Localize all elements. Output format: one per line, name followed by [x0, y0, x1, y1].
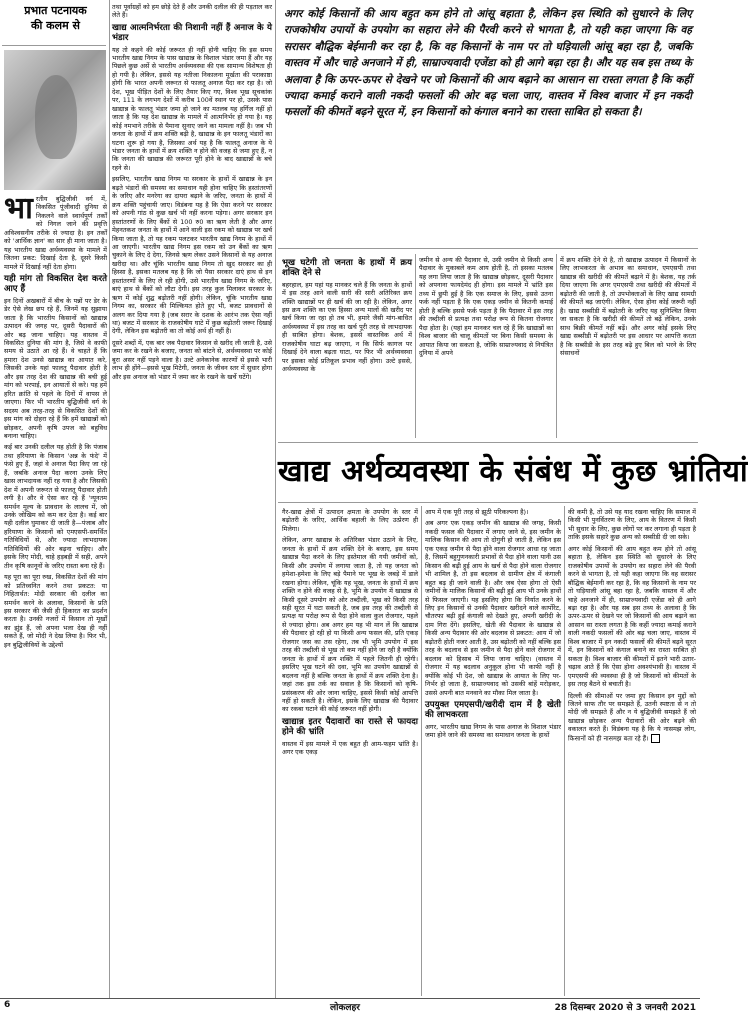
end-mark-icon — [651, 734, 660, 743]
paragraph: रतीय बुद्घिजीवी वर्ग में, विकसित पूंजीवादी दुनिया से निकलने वाले स्वार्थपूर्ण तर्कों को निगल जाने की प्रवृत्ति अविश्वसनीय तरीके से ज्यादा है। इन तर्कों को 'आर्थिक ज्ञान' का सार ही माना जाता है। यह भारतीय खाद्य अर्थव्यवस्था के मामले में जितना प्रकट: दिखाई देता है, दूसरे किसी मामले में दिखाई नहीं देता होगा। — [4, 195, 107, 271]
paragraph: अगर, भारतीय खाद्य निगम के पास अनाज के विशाल भंडार जमा होने जाने की समस्या का समाधान जनता के हाथों — [425, 722, 561, 740]
subheading: खाद्य आत्मनिर्भरता की निशानी नहीं हैं अनाज के ये भंडार — [112, 22, 272, 44]
author-byline — [4, 3, 107, 43]
article-column-6 — [282, 508, 418, 996]
paragraph: अगर कोई किसानों की आय बहुत कम होने तो आंसू बहाता है, लेकिन इस स्थिति को सुधारने के लिए राजकोषीय उपायों के उपयोग का सहारा लेने की पैरवी करने से भागता है, तो यही कहा जाएगा कि वह सरासर बौद्घिक बेईमानी कर रहा है, कि वह किसानों के नाम पर तो घड़ियाली आंसू बहा रहा है, जबकि वास्तव में और चाहे अनजाने में ही, साम्राज्यवादी एजेंडा को ही आगे बढ़ा रहा है। और यह सब इस तथ्य के अलावा है कि ऊपर-ऊपर से देखने पर जो किसानों की आय बढ़ाने का आसान सा रास्ता लगता है कि कहीं ज्यादा कमाई कराने वाली नकदी फसलों की ओर बढ़ चला जाए, वास्तव में विश्व बाजार में इन नकदी फसलों की कीमतें बढ़ने सूरत में, इन किसानों को कंगाल बनाने का रास्ता साबित हो सकता है। विश्व बाजार की कीमतों में इतने भारी उतार-चढ़ाव आते हैं कि ऐसा होना अवश्यंभावी है। वास्तव में एमएसपी की व्यवस्था ही है जो किसानों को कीमतों के इस तरह बैठने से बचाती है। — [568, 544, 696, 689]
newspaper-name: लोकलहर — [330, 1003, 360, 1013]
article-column-8 — [568, 508, 696, 996]
issue-date: 28 दिसम्बर 2020 से 3 जनवरी 2021 — [554, 1003, 696, 1013]
paragraph: गैर-खाद्य क्षेत्रों में उत्पादन क्षमता के उपयोग के स्तर में बढ़ोतरी के जरिए, आर्थिक बहाली के लिए उत्प्रेरण ही मिलेगा। — [282, 508, 418, 533]
paragraph: अब अगर एक एकड़ जमीन की खाद्यान्न की जगह, किसी नकदी फसल की पैदावार में लगाए जाने से, इस जमीन के मालिक किसान की आय तो दोगुनी हो जाती है, लेकिन इस एक एकड़ जमीन से पैदा होने वाला रोजगार आधा रह जाता है, जिसमें बहुगुणनकारी प्रभावों से पैदा होने वाला यानी उस किसान की बढ़ी हुई आय के खर्च से पैदा होने वाला रोजगार भी शामिल है, तो इस बदलाव से ग्रामीण क्षेत्र में कंगाली बहुत बढ़ ही जाने वाली है। और जब ऐसा होगा तो ऐसी जमीनों के मालिक किसानों की बढ़ी हुई आय भी उनके हाथों से फिसल जाएगी। यह इसलिए होगा कि निर्यात करने के लिए इन किसानों से उनकी पैदावार खरीदने वाले कार्पोरेट, चौतरफा बढ़ी हुई कंगाली को देखते हुए, अपनी खरीदी के दाम गिरा देंगे। इसलिए, खेती की पैदावार के खाद्यान्न से किसी अन्य पैदावार की ओर बदलाव से प्रकटत: आय में जो बढ़ोतरी होती नजर आती है, उस बढ़ोतरी को नहीं बल्कि इस तरह के बदलाव से इस जमीन से पैदा होने वाले रोजगार में बदलाव को हिसाब में लिया जाना चाहिए। (वास्तव में रोजगार में यह बदलाव अनुकूल होना भी काफी नहीं है क्योंकि कोई भी देश, जो खाद्यान्न के आयात के लिए पर-निर्भर हो जाता है, साम्राज्यवाद को उसकी बांहें मरोड़कर, उससे अपनी बात मनवाने का मौका मिल जाता है। — [425, 519, 561, 697]
divider — [278, 248, 698, 249]
paragraph: वास्तव में इस मामले में एक बहुत ही आम-फहम भ्रांति है। अगर एक एकड़ — [282, 739, 418, 756]
paragraph: यह पूरा का पूरा रुख, विकसित देशों की मांग को प्रतिध्वनित करने तथा प्रकटत: या निहितार्थत: मोदी सरकार की दलील का समर्थन करने के अलावा, किसानों के प्रति इस सरकार की जैसी ही हिकारत का प्रदर्शन करता है। उनकी नजरों में किसान तो मूर्खों का झुंड हैं, जो अपना भला देख ही नहीं सकते हैं, जो मोदी ने देख लिया है। फिर भी, इन बुद्घिजीवियों के उद्देश्यों — [4, 573, 107, 649]
column-rule — [564, 506, 565, 996]
subheading: यही मांग तो विकसित देश करते आए हैं — [4, 274, 107, 295]
author-name: प्रभात पटनायक — [24, 4, 87, 17]
subheading: उपयुक्त एमएसपी/खरीदी दाम में है खेती की लाभकरता — [425, 699, 561, 721]
paragraph: इन दिनों अखबारों में बीच के पन्नों पर डेर के डेर ऐसे लेख छप रहे हैं, जिनमें यह सुझाया जाता है कि भारतीय किसानों को खाद्यान्न उत्पादन की जगह पर, दूसरी पैदावारों की ओर बढ़ जाना चाहिए। यह वास्तव में विकसित दुनिया की मांग है, जिसे वे काफी समय से उठाते आ रहे हैं। वे चाहते हैं कि हमारा देश उनसे खाद्यान्न का आयात करे, जिसकी उनके यहां फालतू पैदावार होती है और इस तरह देश की खाद्यान्न की बची हुई मांग को भरपाई, इन आयातों से करे। यह हमें हरित क्रांति से पहले के दिनों में वापस ले जाएगा। फिर भी भारतीय बुद्घिजीवी वर्ग के सदस्य अब तरह-तरह से विकसित देशों की इस मांग को दोहरा रहे हैं कि हमें खाद्यान्नों को छोड़कर, अपनी कृषि उपज को बहुविध बनाना चाहिए। — [4, 296, 107, 440]
author-photo — [4, 50, 106, 190]
article-column-1 — [4, 191, 107, 995]
paragraph: तथा पूर्वाग्रहों को हम छोड़े देते हैं और उनकी दलील की ही पड़ताल कर लेते हैं। — [112, 3, 272, 20]
drop-cap: भा — [4, 191, 33, 226]
headline: खाद्य अर्थव्यवस्था के संबंध में कुछ भ्रांतियां — [278, 454, 748, 489]
column-rule — [421, 506, 422, 996]
column-rule — [415, 254, 416, 438]
divider — [2, 45, 106, 46]
paragraph: दिल्ली की सीमाओं पर जमा हुए किसान इन मुद्दों को जितने साफ तौर पर समझते हैं, उतनी स्पष्टता से न तो मोदी जी समझते हैं और न ये बुद्घिजीवी समझते हैं जो खाद्यान्न छोड़कर अन्य पैदावारों की ओर बढ़ने की वकालत करते हैं। विडंबना यह है कि ये नासमझ लोग, किसानों को ही नासमझ बता रहे हैं। — [568, 691, 696, 743]
article-column-5 — [560, 256, 696, 438]
paragraph: की कमी है, तो उसे यह याद रखना चाहिए कि समाज में किसी भी पुनर्वितरण के लिए, आय के वितरण में किसी भी सुधार के लिए, कुछ लोगों पर कर लगाना ही पड़ता है ताकि इसके सहारे कुछ अन्य को सब्सीडी दी जा सके। — [568, 508, 696, 542]
paragraph: इसलिए, भारतीय खाद्य निगम या सरकार के हाथों में खाद्यान्न के इन बढ़ते भंडारों की समस्या का समाधान यही होना चाहिए कि हस्तांतरणों के जरिए और मनरेगा का दायरा बढ़ाने के जरिए, जनता के हाथों में क्रय शक्ति पहुंचायी जाए। विडंबना यह है कि ऐसा करने पर सरकार को अपनी गांठ से कुछ खर्च भी नहीं करना पड़ेगा। अगर सरकार इन हस्तांतरणों के लिए बैंकों से 100 रु0 का ऋण लेती है और अगर मेहनतकश जनता के हाथों में आने वाली इस रकम को खाद्यान्न पर खर्च किया जाता है, तो यह रकम पलटकर भारतीय खाद्य निगम के हाथों में आ जाएगी। भारतीय खाद्य निगम इस रकम को उन बैंकों का ऋण चुकाने के लिए दे देगा, जिनसे ऋण लेकर उसने किसानों से यह अनाज खरीदा था। और चूंकि भारतीय खाद्य निगम तो खुद सरकार का ही हिस्सा है, इसका मतलब यह है कि जो पैसा सरकार दाएं हाथ से इन हस्तांतरणों के लिए ले रही होगी, उसे भारतीय खाद्य निगम के जरिए, बाएं हाथ से बैंकों को लौटा देगी। इस तरह कुल मिलाकर सरकार के ऋण में कोई शुद्घ बढ़ोतरी नहीं होगी। लेकिन, चूंकि भारतीय खाद्य निगम का, सरकार की मिल्कियत होते हुए भी, बजट प्रावधानों से अलग कर दिया गया है (जब सरार के दशक के आरंभ तक ऐसा नहीं था) बजट में सरकार के राजकोषीय घाटे में कुछ बढ़ोतरी जरूर दिखाई देगी, लेकिन इस बढ़ोतरी का तो कोई अर्थ ही नहीं है। — [112, 175, 272, 336]
article-column-7 — [425, 508, 561, 996]
article-column-2 — [112, 3, 272, 995]
pull-quote: अगर कोई किसानों की आय बहुत कम होने तो आंसू बहाता है, लेकिन इस स्थिति को सुधारने के लिए राजकोषीय उपायों के उपयोग का सहारा लेने की पैरवी करने से भागता है, तो यही कहा जाएगा कि वह सरासर बौद्घिक बेईमानी कर रहा है, कि वह किसानों के नाम पर तो घड़ियाली आंसू बहा रहा है, जबकि वास्तव में और चाहे अनजाने में ही, साम्राज्यवादी एजेंडा को ही आगे बढ़ा रहा है। और यह सब इस तथ्य के अलावा है कि ऊपर-ऊपर से देखने पर जो किसानों की आय बढ़ाने का आसान सा रास्ता लगता है कि कहीं ज्यादा कमाई कराने वाली नकदी फसलों की ओर बढ़ चला जाए, वास्तव में विश्व बाजार में इन नकदी फसलों की कीमतें बढ़ने सूरत में, इन किसानों को कंगाल बनाने का रास्ता साबित हो सकता है। — [284, 8, 692, 119]
paragraph: दूसरे शब्दों में, एक बार जब पैदावार किसान से खरीद ली जाती है, उसे जमा कर के रखने के बजाए, जनता को बांटने से, अर्थव्यवस्था पर कोई बुरा असर नहीं पड़ने वाला है। उल्टे अनेकानेक कारणों से इससे भारी लाभ ही होंगे—इससे भूख मिटेगी, जनता के जीवन स्तर में सुधार होगा और इस अनाज को भंडार में जमा कर के रखने के खर्चे घटेंगे। — [112, 338, 272, 381]
paragraph: जमीन से अन्य की पैदावार से, उसी जमीन से किसी अन्य पैदावार के मुकाबले कम आय होती है, तो इसका मतलब यह लगा लिया जाता है कि खाद्यान्न छोड़कर, दूसरी पैदावार को अपनाना फायदेमंद ही होगा। इस मामले में भ्रांति इस तथ्य में छुपी हुई है कि एक समाज के लिए, इससे उतना फर्क नहीं पड़ता है कि एक एकड़ जमीन से कितनी कमाई होती है बल्कि इससे फर्क पड़ता है कि पैदावार में इस तरह की तब्दीली से प्रत्यक्ष तथा परोक्ष रूप से कितना रोजगार पैदा होता है। (यहां हम मानकर चल रहे हैं कि खाद्यान्नों का विश्व बाजार की चालू कीमतों पर बिना किसी समस्या के आयात किया जा सकता है, जोकि साम्राज्यवाद से नियंत्रित दुनिया में अपने — [419, 256, 553, 357]
paragraph: कई बार उनकी दलील यह होती है कि पंजाब तथा हरियाणा के किसान 'अन्न के फंदे' में फंसे हुए हैं, जहां वे अनाज पैदा किए जा रहे हैं, जबकि अनाज पैदा करना उनके लिए खास लाभदायक नहीं रह गया है और जिसकी देश में अपनी जरूरत से फालतू पैदावार होती लगी है। और वे ऐसा कर रहे हैं 'न्यूनतम समर्थन मूल्य के प्रावधान के लालच में, जो उनके जोखिम को कम कर देता है। कई बार यही दलील घुमाकर दी जाती है—पंजाब और हरियाणा के किसानों को एमएसपी-समर्थित गतिविधियों से, और ज्यादा लाभदायक गतिविधियों की ओर बढ़ना चाहिए। और इसके लिए मोदी, चाहे हड़बड़ी में सही, अपने तीन कृषि कानूनों के जरिए रास्ता बना रहे हैं। — [4, 443, 107, 570]
paragraph: लेकिन, अगर खाद्यान्न के अतिरिक्त भंडार उठाने के लिए, जनता के हाथों में क्रय शक्ति देने के बजाए, इस समय खाद्यान्न पैदा करने के लिए इस्तेमाल की गयी जमीनों को, किसी और उपयोग में लगाया जाता है, तो यह जनता को हमेशा-हमेशा के लिए बड़े पैमाने पर भूख के जबड़े में डाले रखना होगा। लेकिन, चूंकि यह भूख, जनता के हाथों में क्रय शक्ति न होने की वजह से है, भूमि के उपयोग में खाद्यान्न से किसी दूसरे उपयोग को ओर तब्दीली, भूख को किसी तरह सही सूरत में घटा सकती है, जब इस तरह की तब्दीली से प्रत्यक्ष या परोक्ष रूप से पैदा होने वाला कुल रोजगार, पहले से ज्यादा होगा। अब अगर हम यह भी मान लें कि खाद्यान्न की पैदावार हो रही हो या किसी अन्य फसल की, प्रति एकड़ रोजगार जस का तस रहेगा, तब भी भूमि उपयोग में इस तरह की तब्दीली से भूख तो कम नहीं होने जा रही है क्योंकि जनता के हाथों में क्रय शक्ति में पहले जितनी ही रहेगी। इसलिए भूख घटने की दवा, भूमि का उपयोग खाद्यान्नों से बदलना नहीं है बल्कि जनता के हाथों में क्रय शक्ति देना है। जहां तक इस तर्क का सवाल है कि किसानों को कृषि-प्रसंस्करण की ओर जाना चाहिए, इससे किसी कोई आपत्ति नहीं हो सकती है। लेकिन, इसके लिए खाद्यान्न की पैदावार का रकबा घटाने की कोई जरूरत नहीं होगी। — [282, 536, 418, 714]
article-column-4 — [419, 256, 553, 438]
divider — [278, 442, 698, 443]
paragraph: में क्रय शक्ति देने से है, तो खाद्यान्न उत्पादन में किसानों के लिए लाभकरता के अभाव का समाधान, एमएसपी तथा खाद्यान्न की खरीदी की कीमतें बढ़ाने में है। बेशक, यह तर्क दिया जाएगा कि अगर एमएसपी तथा खरीदी की कीमतों में बढ़ोतरी की जाती है, तो उपभोक्ताओं के लिए खाद्य सामग्री की कीमतें बढ़ जाएंगी। लेकिन, ऐसा होना कोई जरूरी नहीं है। खाद्य सब्सीडी में बढ़ोतरी के जरिए यह सुनिश्चित किया जा सकता है कि खरीदी की कीमतें तो बढ़ें लेकिन, उनके साथ बिक्री कीमतें नहीं बढ़ें। और अगर कोई इसके लिए खाद्य सब्सीडी में बढ़ोतरी पर इस आधार पर आपत्ति करता है कि सब्सीडी के इस तरह बढ़े हुए बिल को भरने के लिए संसाधनों — [560, 256, 696, 357]
paragraph: बहरहाल, हम यहां यह मानकर चले हैं कि जनता के हाथों में इस तरह आने वाली सारी की सारी अतिरिक्त क्रय शक्ति खाद्यान्नों पर ही खर्च की जा रही है। लेकिन, अगर इस क्रय शक्ति का एक हिस्सा अन्य मालों की खरीद पर खर्च किया जा रहा हो तब भी, हमारे जैसी मांग-बाधित अर्थव्यवस्था में इस तरह का खर्च पूरी तरह से लाभदायक ही साबित होगा। बेशक, इससे वास्तविक अर्थ में राजकोषीय घाटा बढ़ जाएगा, न कि सिर्फ कागज पर दिखाई देने वाला बढ़ता घाटा, पर फिर भी अर्थव्यवस्था पर इसका कोई प्रतिकूल प्रभाव नहीं होगा। उल्टे इससे, अर्थव्यवस्था के — [282, 280, 412, 374]
subheading: खाद्यान्न इतर पैदावारों का रास्ते से फायदा होने की भ्रांति — [282, 716, 418, 738]
divider — [278, 502, 698, 503]
column-rule — [109, 0, 110, 998]
footer-rule — [0, 998, 700, 999]
subheading: भूख घटेगी तो जनता के हाथों में क्रय शक्ति देने से — [282, 258, 412, 279]
column-rule — [275, 0, 276, 998]
page-number: 6 — [4, 1000, 11, 1010]
paragraph: आप में एक पूरी तरह से झूठी परिकल्पना है)। — [425, 508, 529, 516]
article-column-3 — [282, 256, 412, 438]
paragraph: यह तो कहने की कोई जरूरत ही नहीं होनी चाहिए कि इस समय भारतीय खाद्य निगम के पास खाद्यान्न के विशाल भंडार जमा हैं और यह पिछले कुछ अर्से से भारतीय अर्थव्यवस्था की एक सामान्य विशेषता ही हो गयी है। लेकिन, इससे यह नतीजा निकालना मूर्खता की पराकाष्ठा होगी कि भारत अपनी जरूरत से फालतू अनाज पैदा कर रहा है। जो देश, भूख पीड़ित देशों के लिए तैयार किए गए, विश्व भूख सूचकांक पर, 111 के लगभग देशों में करीब 100वें स्थान पर हो, उसके पास खाद्यान्न के फालतू भंडार जमा हो जाने का मतलब यह हर्गिज नहीं हो जाता है कि यह देश खाद्यान्न के मामले में आत्मनिर्भर हो गया है। यह कोई नमभाने तरीके से पैमाना सुनाए जाने का मामला नहीं है। जब भी जनता के हाथों में क्रय शक्ति बढ़ी है, खाद्यान्न के इन फालतू भंडारों का घटना शुरू हो गया है, जिसका अर्थ यह है कि फालतू अनाज के ये भंडार जनता के हाथों में क्रय शक्ति न होने की वजह से जमा हुए हैं, न कि जनता की खाद्यान्न की जरूरत पूरी होने के बाद खाद्यान्नों के बचे रहने से। — [112, 45, 272, 172]
author-tagline: की कलम से — [31, 19, 80, 33]
column-rule — [556, 254, 557, 438]
